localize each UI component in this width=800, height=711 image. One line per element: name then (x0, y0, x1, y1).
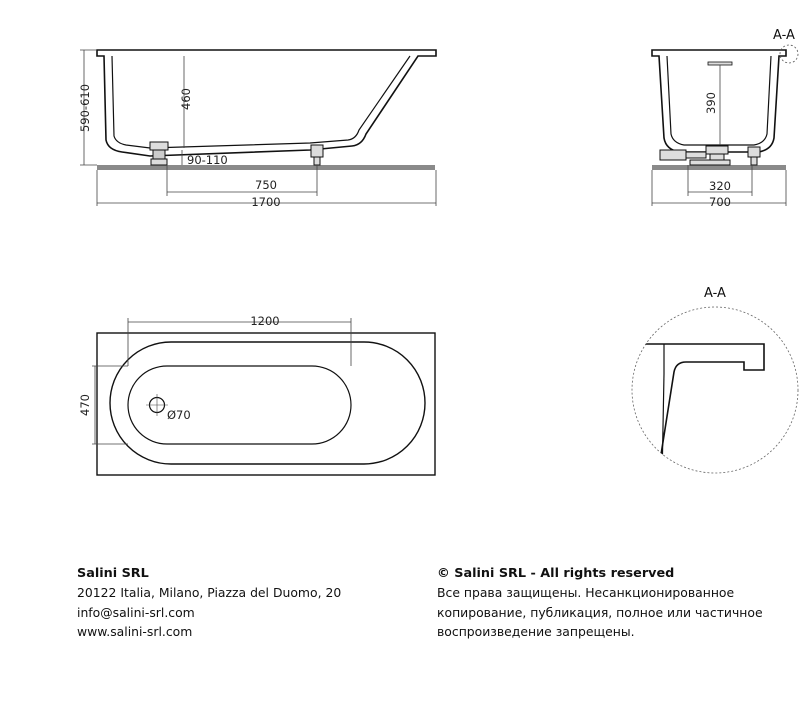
detail-rim-inner (662, 344, 664, 480)
footer-copyright (437, 564, 777, 641)
end-tub-inner (667, 56, 771, 145)
side-dim-drain-offset-label: 750 (255, 178, 277, 192)
detail-circle (632, 307, 798, 473)
side-dim-depth-label: 460 (179, 88, 193, 110)
side-dim-length-label: 1700 (251, 195, 281, 209)
end-dim-width-label: 700 (709, 195, 731, 209)
end-dim-depth-label: 390 (704, 92, 718, 114)
footer-notice-line-1: Все права защищены. Несанкционированное (437, 585, 735, 601)
footer-email-link[interactable]: info@salini-srl.com (77, 604, 195, 620)
end-drain-assembly (660, 146, 760, 165)
side-view (78, 50, 436, 209)
footer-company-info (77, 564, 407, 641)
footer-notice-line-2: копирование, публикация, полное или частичное (437, 604, 763, 620)
footer-address: 20122 Italia, Milano, Piazza del Duomo, 20 (77, 585, 342, 601)
side-dim-drain-height-label: 90-110 (187, 153, 228, 167)
detail-view (600, 286, 798, 480)
end-overflow (708, 62, 732, 65)
side-floor (97, 165, 435, 170)
end-dim-drain-offset-label: 320 (709, 179, 731, 193)
top-view (78, 314, 435, 475)
top-outer-rect (97, 333, 435, 475)
footer-website-link[interactable]: www.salini-srl.com (77, 623, 193, 639)
footer-notice-line-3: воспроизведение запрещены. (437, 623, 635, 639)
side-drain-fitting (150, 142, 168, 165)
footer-copyright-title: © Salini SRL - All rights reserved (437, 566, 675, 581)
side-foot (311, 145, 323, 165)
end-section-circle (780, 45, 798, 63)
end-floor (652, 165, 786, 170)
detail-title: A-A (704, 286, 726, 301)
top-dim-length-label: 1200 (250, 314, 280, 328)
end-section-marker: A-A (773, 28, 795, 43)
end-view (652, 28, 798, 209)
top-drain-diameter-label: Ø70 (167, 408, 191, 422)
top-dim-width-label: 470 (78, 394, 92, 416)
side-tub-outer (97, 50, 436, 156)
side-dim-height-label: 590-610 (78, 83, 92, 133)
footer-company-name: Salini SRL (77, 566, 149, 581)
top-drain-hole (146, 394, 168, 416)
detail-rim-profile (600, 344, 764, 480)
